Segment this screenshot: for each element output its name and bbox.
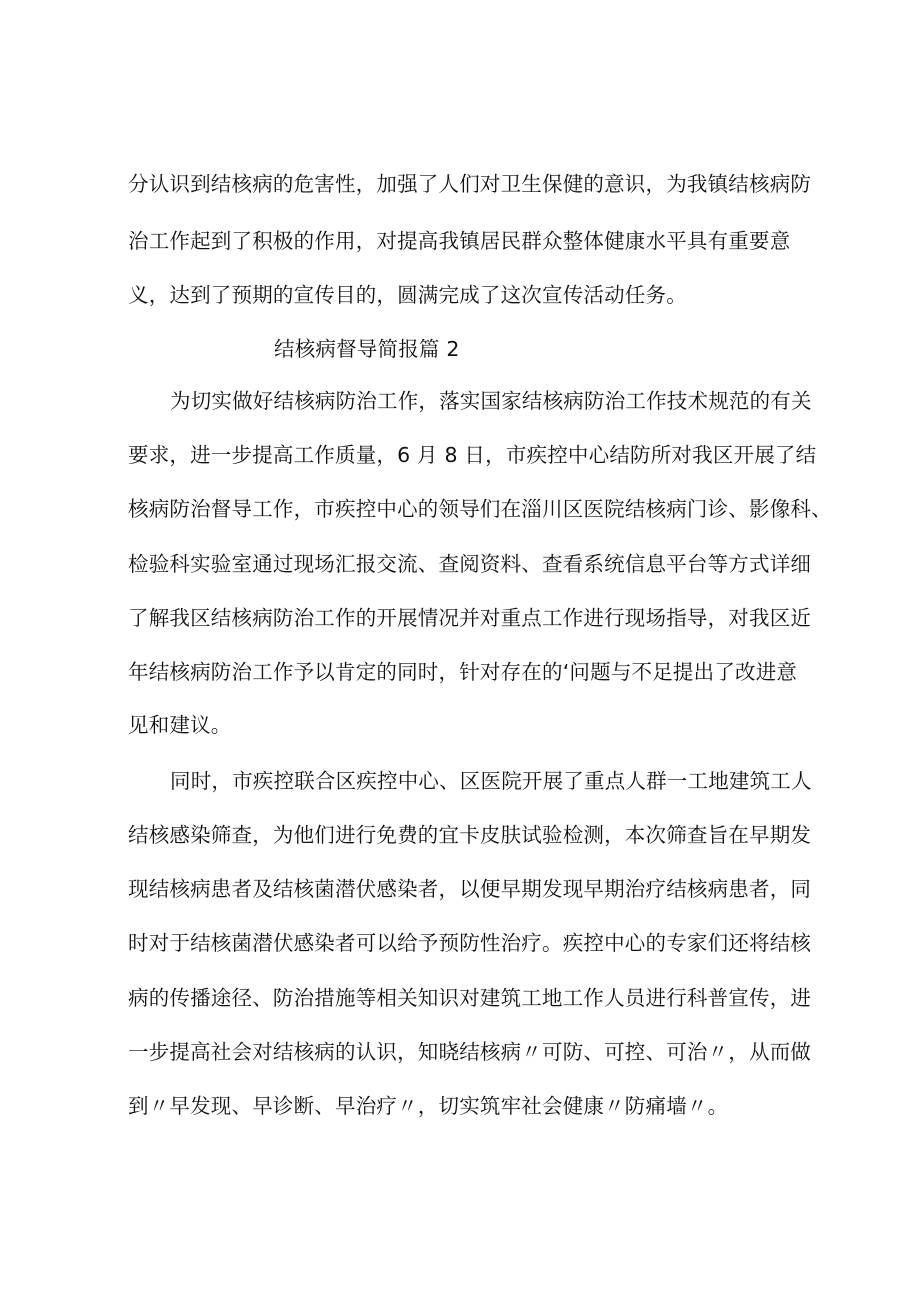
text-line: 义，达到了预期的宣传目的，圆满完成了这次宣传活动任务。 <box>128 283 687 307</box>
text-line: 时对于结核菌潜伏感染者可以给予预防性治疗。疾控中心的专家们还将结核 <box>128 931 812 955</box>
text-line: 见和建议。 <box>128 713 232 737</box>
text-line: 一步提高社会对结核病的认识，知晓结核病〃可防、可控、可治〃，从而做 <box>128 1040 812 1064</box>
section-heading: 结核病督导简报篇 2 <box>274 337 460 361</box>
text-line: 治工作起到了积极的作用，对提高我镇居民群众整体健康水平具有重要意 <box>128 229 791 253</box>
text-line: 为切实做好结核病防治工作，落实国家结核病防治工作技术规范的有关 <box>170 389 812 413</box>
text-line: 要求，进一步提高工作质量，6 月 8 日，市疾控中心结防所对我区开展了结 <box>128 443 817 467</box>
text-line: 结核感染筛查，为他们进行免费的宜卡皮肤试验检测，本次筛查旨在早期发 <box>128 823 812 847</box>
text-line: 年结核病防治工作予以肯定的同时，针对存在的‘问题与不足提出了改进意 <box>128 660 798 684</box>
text-line: 同时，市疾控联合区疾控中心、区医院开展了重点人群一工地建筑工人 <box>170 769 812 793</box>
text-line: 分认识到结核病的危害性，加强了人们对卫生保健的意识，为我镇结核病防 <box>128 172 812 196</box>
text-line: 核病防治督导工作，市疾控中心的领导们在淄川区医院结核病门诊、影像科、 <box>128 497 832 521</box>
text-line: 检验科实验室通过现场汇报交流、查阅资料、查看系统信息平台等方式详细 <box>128 552 812 576</box>
text-line: 现结核病患者及结核菌潜伏感染者，以便早期发现早期治疗结核病患者，同 <box>128 877 812 901</box>
text-line: 病的传播途径、防治措施等相关知识对建筑工地工作人员进行科普宣传，进 <box>128 986 812 1010</box>
text-line: 了解我区结核病防治工作的开展情况并对重点工作进行现场指导，对我区近 <box>128 606 812 630</box>
text-line: 到〃早发现、早诊断、早治疗〃，切实筑牢社会健康〃防痛墙〃。 <box>128 1094 729 1118</box>
